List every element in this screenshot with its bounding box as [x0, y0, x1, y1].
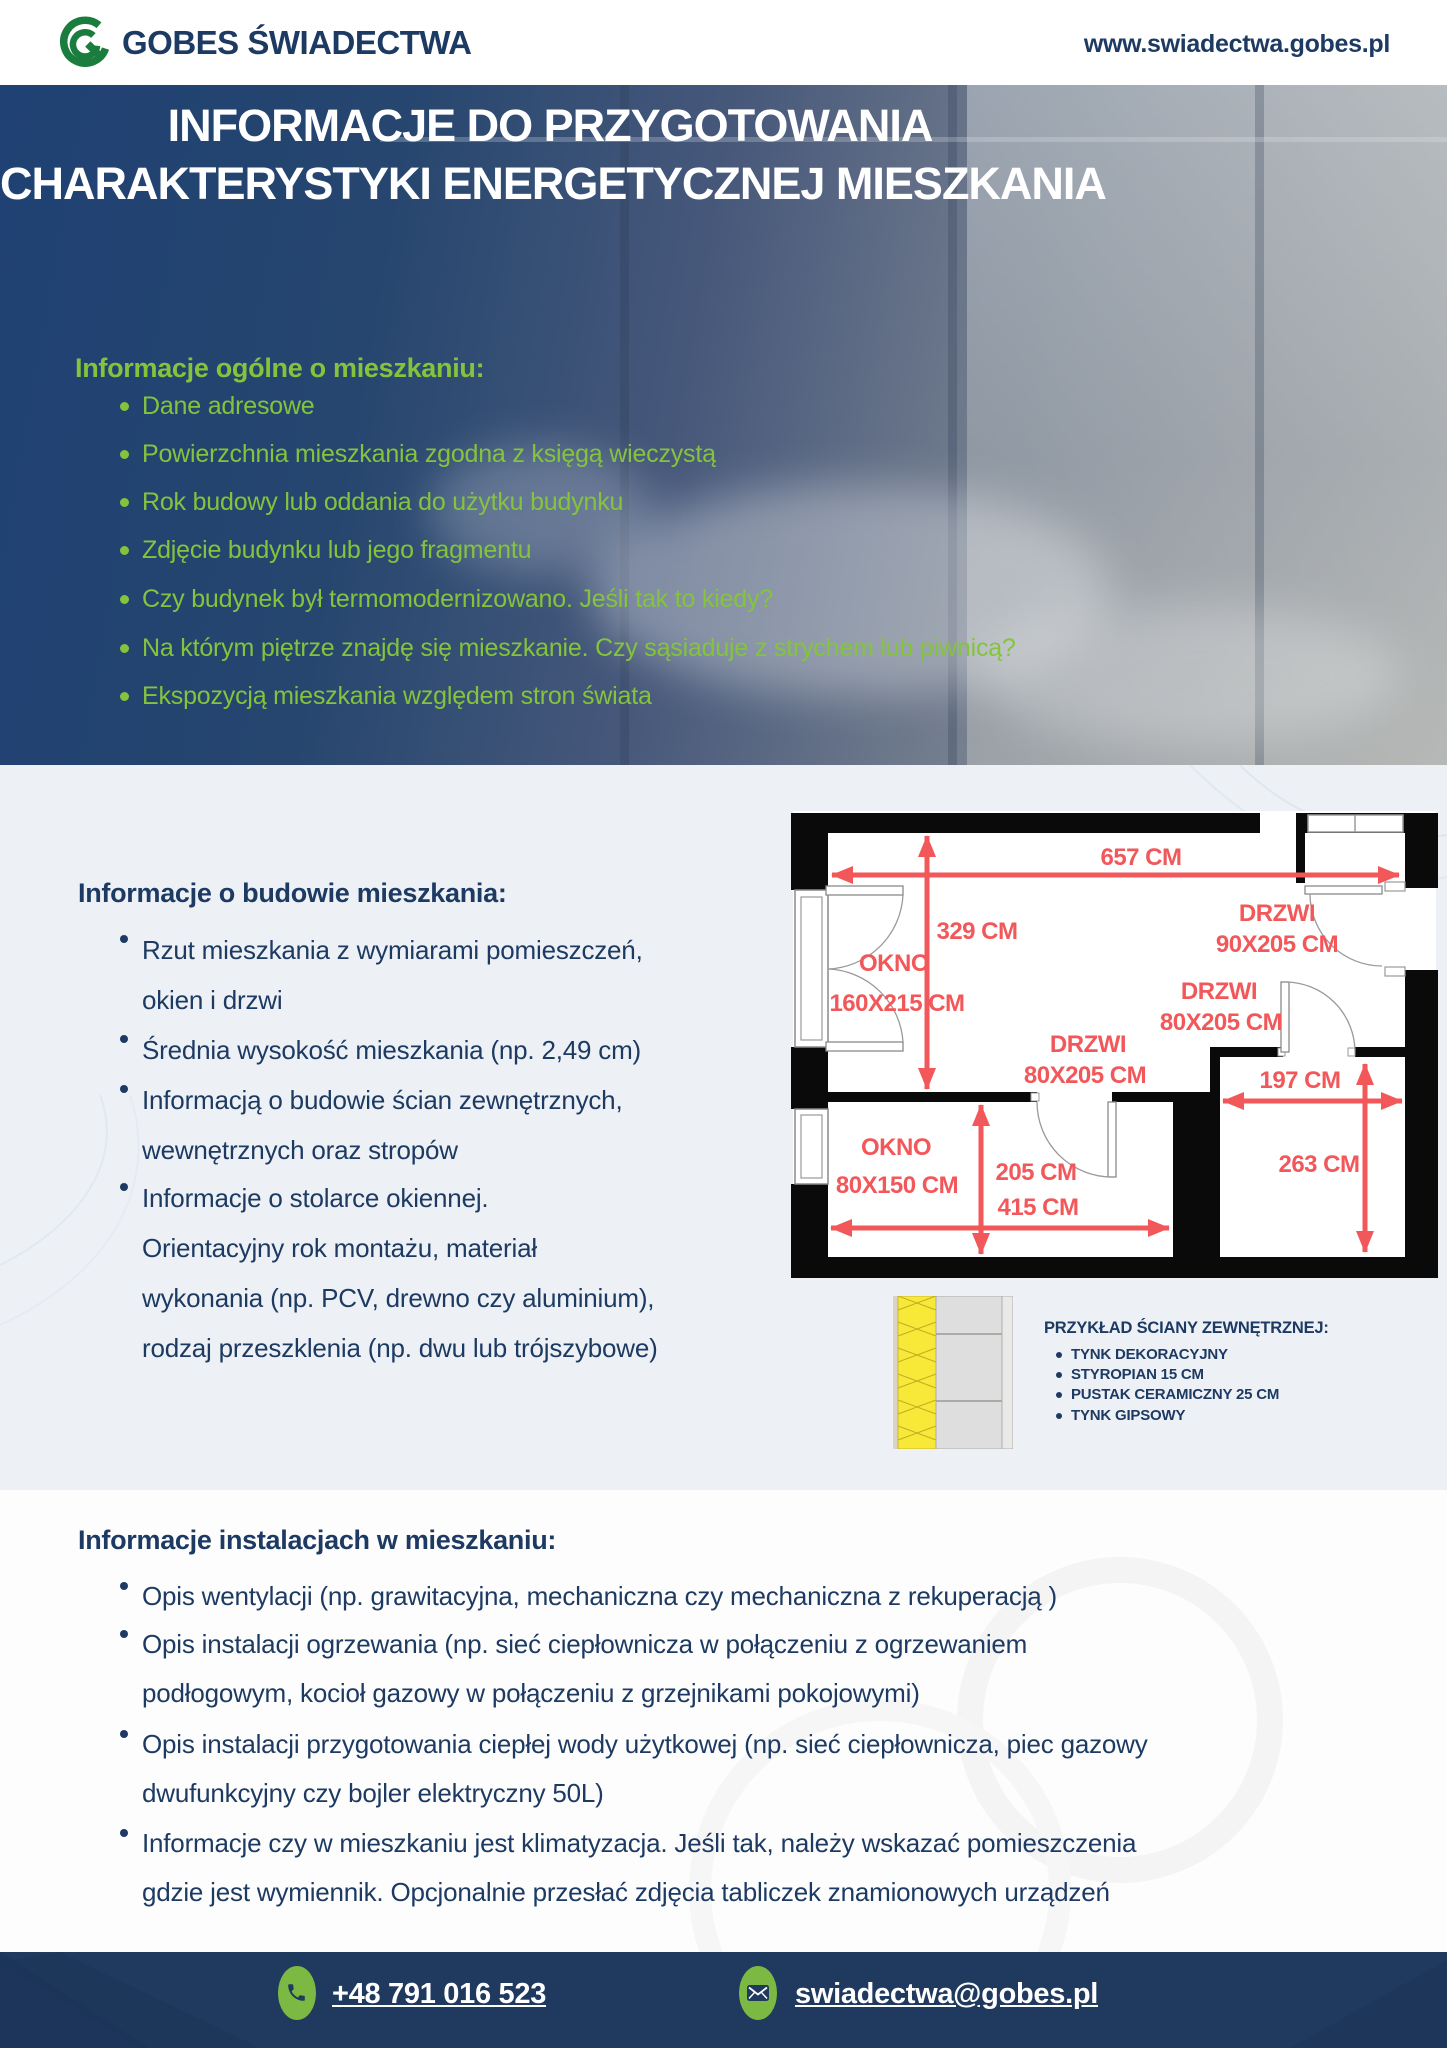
- phone-icon: [277, 1965, 317, 2021]
- plan-window-small: [795, 1109, 828, 1184]
- bullet-dot: [120, 1085, 128, 1093]
- list-item-label: Dane adresowe: [142, 392, 315, 420]
- list-item-label: Czy budynek był termomodernizowano. Jeśli tak to kiedy?: [142, 585, 773, 613]
- dim-label: 205 CM: [995, 1159, 1077, 1186]
- list-item-line: rodzaj przeszklenia (np. dwu lub trójszybowe): [142, 1333, 658, 1363]
- list-item: [120, 440, 716, 469]
- list-item-line: Opis wentylacji (np. grawitacyjna, mechaniczna czy mechaniczna z rekuperacją ): [142, 1581, 1058, 1611]
- bullet-dot: [1056, 1392, 1062, 1398]
- list-item: [120, 925, 643, 1025]
- list-item: [1056, 1346, 1228, 1363]
- list-item-line: dwufunkcyjny czy bojler elektryczny 50L): [142, 1778, 604, 1808]
- bullet-dot: [120, 1829, 128, 1837]
- bullet-dot: [120, 546, 129, 555]
- list-item: [120, 1025, 641, 1075]
- list-item-line: Opis instalacji ogrzewania (np. sieć ciepłownicza w połączeniu z ogrzewaniem: [142, 1629, 1028, 1659]
- page-title: [0, 97, 1106, 213]
- list-item: [120, 1620, 1027, 1718]
- list-item: [120, 585, 773, 614]
- hero-section: [0, 85, 1447, 765]
- list-item: [120, 536, 531, 565]
- page-title-line2: CHARAKTERYSTYKI ENERGETYCZNEJ MIESZKANIA: [0, 158, 1106, 209]
- dim-label: 197 CM: [1259, 1067, 1341, 1094]
- gobes-logo-icon: [57, 15, 113, 71]
- dim-label: 90X205 CM: [1215, 931, 1339, 958]
- bullet-dot: [120, 1730, 128, 1738]
- dim-label: 263 CM: [1278, 1151, 1360, 1178]
- dim-label: DRZWI: [1238, 900, 1316, 927]
- list-item-line: Orientacyjny rok montażu, materiał: [142, 1233, 537, 1263]
- bullet-dot: [120, 935, 128, 943]
- bullet-dot: [120, 1183, 128, 1191]
- bullet-dot: [120, 450, 129, 459]
- bullet-dot: [1056, 1352, 1062, 1358]
- dim-label: 329 CM: [936, 918, 1018, 945]
- installations-heading: Informacje instalacjach w mieszkaniu:: [78, 1525, 557, 1555]
- list-item: [120, 682, 652, 711]
- bullet-dot: [120, 1582, 128, 1590]
- dim-label: OKNO: [859, 950, 929, 977]
- floor-plan-image: [791, 809, 1438, 1278]
- list-item-label: TYNK GIPSOWY: [1071, 1407, 1186, 1424]
- bullet-dot: [120, 498, 129, 507]
- list-item-line: wykonania (np. PCV, drewno czy aluminium),: [142, 1283, 655, 1313]
- list-item-label: PUSTAK CERAMICZNY 25 CM: [1071, 1386, 1280, 1403]
- wall-cross-section-image: [893, 1296, 1013, 1449]
- list-item-label: Zdjęcie budynku lub jego fragmentu: [142, 536, 532, 564]
- dim-label: 80X150 CM: [835, 1172, 959, 1199]
- bullet-dot: [120, 1035, 128, 1043]
- list-item-line: Rzut mieszkania z wymiarami pomieszczeń,: [142, 935, 643, 965]
- footer-pattern: [0, 1952, 1447, 2048]
- list-item: [120, 634, 1016, 663]
- list-item-line: okien i drzwi: [142, 985, 283, 1015]
- list-item-line: wewnętrznych oraz stropów: [142, 1135, 458, 1165]
- list-item: [120, 488, 623, 517]
- list-item-line: Informacje o stolarce okiennej.: [142, 1183, 489, 1213]
- list-item-label: TYNK DEKORACYJNY: [1071, 1346, 1228, 1363]
- list-item-label: STYROPIAN 15 CM: [1071, 1366, 1204, 1383]
- bullet-dot: [1056, 1413, 1062, 1419]
- list-item: [120, 1720, 1148, 1818]
- list-item-line: podłogowym, kocioł gazowy w połączeniu z grzejnikami pokojowymi): [142, 1678, 920, 1708]
- bullet-dot: [120, 692, 129, 701]
- list-item: [1056, 1366, 1204, 1383]
- header-bar: [0, 0, 1447, 85]
- list-item: [120, 1173, 658, 1373]
- list-item-line: Opis instalacji przygotowania ciepłej wody użytkowej (np. sieć ciepłownicza, piec gazowy: [142, 1729, 1148, 1759]
- dim-label: 657 CM: [1100, 844, 1182, 871]
- dim-label: DRZWI: [1180, 978, 1258, 1005]
- bullet-dot: [120, 402, 129, 411]
- list-item-label: Rok budowy lub oddania do użytku budynku: [142, 488, 624, 516]
- bullet-dot: [120, 595, 129, 604]
- list-item: [120, 392, 315, 421]
- construction-section: [0, 765, 1447, 1490]
- bullet-dot: [1056, 1372, 1062, 1378]
- email-link[interactable]: swiadectwa@gobes.pl: [795, 1978, 1098, 2010]
- dim-label: 160X215 CM: [829, 990, 965, 1017]
- list-item: [120, 1075, 622, 1175]
- list-item-label: Powierzchnia mieszkania zgodna z księgą wieczystą: [142, 440, 716, 468]
- footer-bar: [0, 1952, 1447, 2048]
- construction-heading: Informacje o budowie mieszkania:: [78, 878, 507, 908]
- bullet-dot: [120, 1630, 128, 1638]
- dim-label: 80X205 CM: [1159, 1009, 1283, 1036]
- list-item-line: gdzie jest wymiennik. Opcjonalnie przesłać zdjęcia tabliczek znamionowych urządzeń: [142, 1877, 1110, 1907]
- list-item-label: Ekspozycją mieszkania względem stron świata: [142, 682, 652, 710]
- brand-title: GOBES ŚWIADECTWA: [122, 24, 472, 61]
- list-item-line: Średnia wysokość mieszkania (np. 2,49 cm): [142, 1035, 642, 1065]
- website-link[interactable]: www.swiadectwa.gobes.pl: [1083, 30, 1390, 58]
- wall-example-heading: PRZYKŁAD ŚCIANY ZEWNĘTRZNEJ:: [1044, 1319, 1329, 1337]
- list-item: [1056, 1386, 1279, 1403]
- list-item: [120, 1819, 1136, 1917]
- list-item-line: Informacją o budowie ścian zewnętrznych,: [142, 1085, 623, 1115]
- dim-label: 415 CM: [997, 1194, 1079, 1221]
- dim-label: DRZWI: [1049, 1031, 1127, 1058]
- phone-link[interactable]: +48 791 016 523: [332, 1978, 547, 2010]
- installations-section: [0, 1490, 1447, 1952]
- email-icon: [738, 1965, 778, 2021]
- list-item-line: Informacje czy w mieszkaniu jest klimatyzacja. Jeśli tak, należy wskazać pomieszczenia: [142, 1828, 1137, 1858]
- general-info-heading: Informacje ogólne o mieszkaniu:: [75, 353, 485, 383]
- bullet-dot: [120, 644, 129, 653]
- list-item-label: Na którym piętrze znajdę się mieszkanie. Czy sąsiaduje z strychem lub piwnicą?: [142, 634, 1016, 662]
- hero-floor-glow: [980, 605, 1400, 745]
- page-title-line1: INFORMACJE DO PRZYGOTOWANIA: [167, 100, 933, 151]
- dim-label: 80X205 CM: [1023, 1062, 1147, 1089]
- list-item: [120, 1572, 1057, 1621]
- list-item: [1056, 1407, 1185, 1424]
- dim-label: OKNO: [861, 1134, 931, 1161]
